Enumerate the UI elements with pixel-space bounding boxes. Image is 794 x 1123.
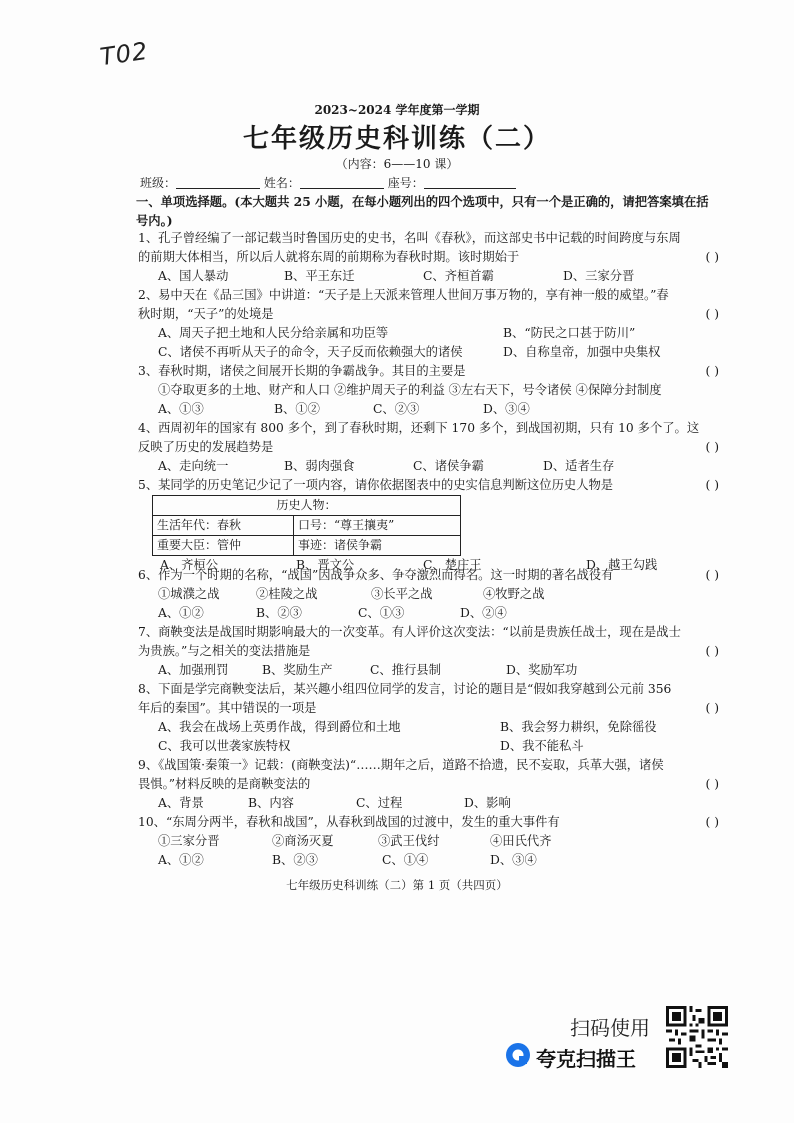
option-c: C、①③: [358, 606, 405, 620]
page-footer: 七年级历史科训练（二）第 1 页（共四页）: [286, 878, 508, 892]
scan-prompt: 扫码使用: [570, 1016, 650, 1040]
question-3: 3、春秋时期，诸侯之间展开长期的争霸战争。其目的主要是 ( ) ①夺取更多的土地、财产和人口 ②维护周天子的利益 ③左右天下，号令诸侯 ④保障分封制度 A、①③ B、①② C、②③ D、③④: [138, 362, 723, 419]
answer-blank: ( ): [705, 701, 719, 715]
question-5: 5、某同学的历史笔记少记了一项内容，请你依据图表中的史实信息判断这位历史人物是 ( ) 历史人物： 生活年代：春秋 口号：“尊王攘夷” 重要大臣：管仲 事迹：诸侯争霸 A、齐桓公 B、晋文公 C、楚庄王 D、越王勾践: [138, 476, 723, 575]
option-c: C、②③: [373, 402, 420, 416]
option-d: D、三家分晋: [563, 269, 635, 283]
table-cell: 口号：“尊王攘夷”: [294, 516, 461, 536]
qr-code-icon[interactable]: [666, 1006, 728, 1068]
option-b: B、弱肉强食: [284, 459, 355, 473]
options: [138, 661, 723, 680]
option-b: B、奖励生产: [262, 663, 333, 677]
handwritten-mark: T02: [98, 36, 150, 72]
options: [138, 737, 723, 756]
question-8: 8、下面是学完商鞅变法后，某兴趣小组四位同学的发言，讨论的题目是“假如我穿越到公元前 356 年后的秦国”。其中错误的一项是 ( ) A、我会在战场上英勇作战，得到爵位和土地 B、我会努力耕织，免除徭役 C、我可以世袭家族特权 D、我不能私斗: [138, 680, 723, 756]
option-a: A、背景: [158, 796, 204, 810]
option-d: D、越王勾践: [586, 558, 658, 572]
name-blank: [300, 176, 384, 189]
answer-blank: ( ): [705, 250, 719, 264]
option-a: A、我会在战场上英勇作战，得到爵位和土地: [158, 720, 401, 734]
table-cell: 重要大臣：管仲: [153, 536, 294, 556]
history-figure-table: [152, 495, 461, 556]
scanner-brand: 夸克扫描王: [536, 1047, 636, 1071]
option-d: D、我不能私斗: [500, 739, 584, 753]
options: [138, 794, 723, 813]
sub-items: ①夺取更多的土地、财产和人口 ②维护周天子的利益 ③左右天下，号令诸侯 ④保障分封制度: [158, 383, 662, 397]
option-d: D、适者生存: [543, 459, 615, 473]
answer-blank: ( ): [705, 440, 719, 454]
answer-blank: ( ): [705, 568, 719, 582]
option-c: C、齐桓首霸: [423, 269, 494, 283]
quark-logo-icon: [505, 1042, 531, 1068]
content-range: （内容：6——10 课）: [335, 157, 459, 171]
option-b: B、“防民之口甚于防川”: [503, 326, 636, 340]
option-d: D、自称皇帝，加强中央集权: [503, 345, 661, 359]
option-b: B、②③: [256, 606, 302, 620]
option-b: B、内容: [248, 796, 294, 810]
sub-items: ①三家分晋 ②商汤灭夏 ③武王伐纣 ④田氏代齐: [158, 834, 552, 848]
name-label: 姓名：: [263, 176, 300, 190]
option-d: D、影响: [464, 796, 511, 810]
student-info: [140, 174, 516, 191]
table-cell: 生活年代：春秋: [153, 516, 294, 536]
option-a: A、①②: [158, 606, 204, 620]
option-c: C、诸侯不再听从天子的命令，天子反而依赖强大的诸侯: [158, 345, 463, 359]
sub-items: ①城濮之战 ②桂陵之战 ③长平之战 ④牧野之战: [158, 587, 545, 601]
question-4: 4、西周初年的国家有 800 多个，到了春秋时期，还剩下 170 多个，到战国初期，只有 10 多个了。这 反映了历史的发展趋势是 ( ) A、走向统一 B、弱肉强食 C、诸侯争霸 D、适者生存: [138, 419, 723, 476]
option-b: B、②③: [272, 853, 318, 867]
answer-blank: ( ): [705, 777, 719, 791]
table-header: 历史人物：: [153, 496, 461, 516]
options: [138, 324, 723, 343]
question-10: 10、“东周分两半，春秋和战国”，从春秋到战国的过渡中，发生的重大事件有 ( ) ①三家分晋 ②商汤灭夏 ③武王伐纣 ④田氏代齐 A、①② B、②③ C、①④ D、③④: [138, 813, 723, 870]
school-year: 2023~2024 学年度第一学期: [314, 103, 480, 117]
option-c: C、①④: [382, 853, 429, 867]
answer-blank: ( ): [705, 644, 719, 658]
answer-blank: ( ): [705, 364, 719, 378]
seat-label: 座号：: [387, 176, 424, 190]
option-c: C、我可以世袭家族特权: [158, 739, 291, 753]
option-a: A、齐桓公: [160, 558, 219, 572]
option-b: B、我会努力耕织，免除徭役: [500, 720, 657, 734]
options: [138, 400, 723, 419]
options: [138, 604, 723, 623]
options: [138, 267, 723, 286]
option-a: A、①③: [158, 402, 204, 416]
answer-blank: ( ): [705, 478, 719, 492]
answer-blank: ( ): [705, 815, 719, 829]
question-9: 9、《战国策·秦策一》记载：(商鞅变法)“……期年之后，道路不拾遗，民不妄取，兵革大强，诸侯 畏惧。”材料反映的是商鞅变法的 ( ) A、背景 B、内容 C、过程 D、影响: [138, 756, 723, 813]
options: [138, 343, 723, 362]
page-title: 七年级历史科训练（二）: [242, 124, 551, 154]
option-b: B、平王东迁: [284, 269, 355, 283]
option-c: C、诸侯争霸: [413, 459, 484, 473]
class-label: 班级：: [140, 176, 177, 190]
option-d: D、③④: [490, 853, 537, 867]
option-c: C、楚庄王: [423, 558, 482, 572]
option-c: C、过程: [356, 796, 403, 810]
option-a: A、周天子把土地和人民分给亲属和功臣等: [158, 326, 389, 340]
option-a: A、加强刑罚: [158, 663, 229, 677]
question-1: 1、孔子曾经编了一部记载当时鲁国历史的史书，名叫《春秋》，而这部史书中记载的时间跨度与东周 的前期大体相当，所以后人就将东周的前期称为春秋时期。该时期始于 ( ) A、国人暴动 B、平王东迁 C、齐桓首霸 D、三家分晋: [138, 229, 723, 286]
option-c: C、推行县制: [370, 663, 441, 677]
table-cell: 事迹：诸侯争霸: [294, 536, 461, 556]
question-7: 7、商鞅变法是战国时期影响最大的一次变革。有人评价这次变法：“以前是贵族任战士，现在是战士 为贵族。”与之相关的变法措施是 ( ) A、加强刑罚 B、奖励生产 C、推行县制 D、奖励军功: [138, 623, 723, 680]
question-2: 2、易中天在《品三国》中讲道：“天子是上天派来管理人世间万事万物的，享有神一般的威望。”春 秋时期，“天子”的处境是 ( ) A、周天子把土地和人民分给亲属和功臣等 B、“防民之口甚于防川” C、诸侯不再听从天子的命令，天子反而依赖强大的诸侯 D、自称皇帝，加强中央集权: [138, 286, 723, 362]
question-6: 6、作为一个时期的名称，“战国”因战争众多、争夺激烈而得名。这一时期的著名战役有 ( ) ①城濮之战 ②桂陵之战 ③长平之战 ④牧野之战 A、①② B、②③ C、①③ D、②④: [138, 566, 723, 623]
options: [138, 457, 723, 476]
option-d: D、②④: [460, 606, 507, 620]
option-a: A、①②: [158, 853, 204, 867]
option-b: B、①②: [274, 402, 320, 416]
option-a: A、走向统一: [158, 459, 229, 473]
section-heading: 一、单项选择题。(本大题共 25 小题，在每小题列出的四个选项中，只有一个是正确的，请把答案填在括 号内。): [136, 194, 709, 228]
seat-blank: [424, 176, 516, 189]
option-a: A、国人暴动: [158, 269, 229, 283]
option-d: D、③④: [483, 402, 530, 416]
answer-blank: ( ): [705, 307, 719, 321]
options: [138, 718, 723, 737]
option-b: B、晋文公: [296, 558, 355, 572]
option-d: D、奖励军功: [506, 663, 578, 677]
class-blank: [176, 176, 260, 189]
options: [138, 851, 723, 870]
